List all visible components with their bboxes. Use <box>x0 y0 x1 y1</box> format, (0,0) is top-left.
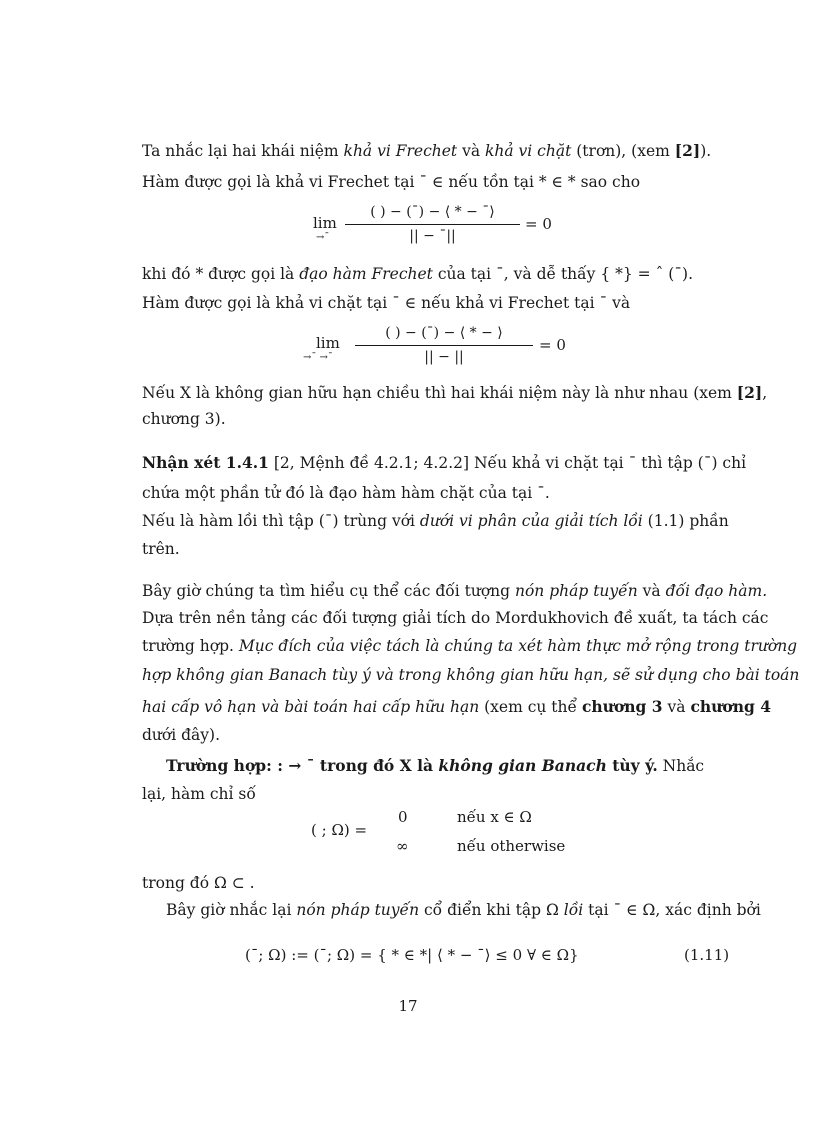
case-label: Trường hợp: <box>166 756 272 775</box>
case-value-1: 0 <box>398 808 408 826</box>
text-line: chứa một phần tử đó là đạo hàm hàm chặt của tại ¯. <box>142 484 550 502</box>
text-line: Hàm được gọi là khả vi chặt tại ¯ ∈ nếu khả vi Frechet tại ¯ và <box>142 294 631 312</box>
text-line <box>142 383 768 403</box>
emphasis: đạo hàm Frechet <box>299 265 433 283</box>
text: Bây giờ nhắc lại <box>166 901 297 919</box>
equation-rhs: = 0 <box>525 215 552 233</box>
remark-label: Nhận xét 1.4.1 <box>142 453 269 472</box>
equation-number: (1.11) <box>684 946 730 964</box>
lim-subscript: →¯ →¯ <box>303 352 333 363</box>
indicator-lhs: ( ; Ω) = <box>311 821 368 839</box>
text: khi đó * được gọi là <box>142 265 300 283</box>
fraction-denominator: || − ¯|| <box>409 228 456 244</box>
text-line: chương 3). <box>142 410 226 428</box>
text-line <box>142 511 727 531</box>
text: và <box>662 698 691 716</box>
case-condition-2: nếu otherwise <box>457 837 566 855</box>
text: Ta nhắc lại hai khái niệm <box>142 142 344 160</box>
emphasis: khả vi Frechet <box>343 142 458 160</box>
fraction-bar <box>345 224 520 225</box>
text: ). <box>700 142 712 160</box>
text: tại ¯ ∈ Ω, xác định bởi <box>583 901 761 919</box>
case-value-2: ∞ <box>396 837 409 855</box>
case-condition-1: nếu x ∈ Ω <box>457 808 532 826</box>
text: (xem cụ thể <box>479 698 582 716</box>
text-line: trên. <box>142 540 180 558</box>
emphasis: khả vi chặt <box>485 142 572 160</box>
text: , <box>762 384 768 402</box>
text: Nếu X là không gian hữu hạn chiều thì hai khái niệm này là như nhau (xem <box>142 384 737 402</box>
emphasis: hai cấp vô hạn và bài toán hai cấp hữu hạn <box>142 698 480 716</box>
text: Nhắc <box>657 757 705 775</box>
text-line <box>142 264 727 284</box>
fraction-numerator: ( ) − (¯) − ⟨ * − ¯⟩ <box>370 204 495 220</box>
emphasis: nón pháp tuyến <box>514 582 638 600</box>
remark-line <box>142 453 747 473</box>
text-line <box>166 756 727 776</box>
emphasis: nón pháp tuyến <box>296 901 420 919</box>
citation: [2] <box>674 141 701 160</box>
text: (1.1) phần <box>642 512 729 530</box>
equation-rhs: = 0 <box>539 336 566 354</box>
text: và <box>457 142 485 160</box>
fraction-numerator: ( ) − (¯) − ⟨ * − ⟩ <box>385 325 503 341</box>
text-line <box>142 141 727 161</box>
text-line <box>142 697 772 717</box>
lim-subscript: →¯ <box>316 232 330 243</box>
text-line: lại, hàm chỉ số <box>142 785 256 803</box>
text-line: Hàm được gọi là khả vi Frechet tại ¯ ∈ nếu tồn tại * ∈ * sao cho <box>142 173 641 191</box>
emphasis: đối đạo hàm. <box>665 582 768 600</box>
text: và <box>637 582 666 600</box>
lim-operator: lim <box>313 214 337 232</box>
text-line: hợp không gian Banach tùy ý và trong không gian hữu hạn, sẽ sử dụng cho bài toán <box>142 666 800 684</box>
emphasis: Mục đích của việc tách là chúng ta xét hàm thực mở rộng trong trường <box>238 637 798 655</box>
lim-operator: lim <box>316 334 340 352</box>
text-line: Dựa trên nền tảng các đối tượng giải tích do Mordukhovich đề xuất, ta tách các <box>142 609 769 627</box>
text: Bây giờ chúng ta tìm hiểu cụ thể các đối tượng <box>142 582 515 600</box>
citation: [2] <box>736 383 763 402</box>
fraction-denominator: || − || <box>424 349 464 365</box>
emphasis: không gian Banach <box>438 756 607 775</box>
text: [2, Mệnh đề 4.2.1; 4.2.2] Nếu khả vi chặt tại ¯ thì tập (¯) chỉ <box>268 454 747 472</box>
text-line: dưới đây). <box>142 726 221 744</box>
text: (trơn), (xem <box>571 142 675 160</box>
emphasis: dưới vi phân của giải tích lồi <box>419 512 643 530</box>
text: trường hợp. <box>142 637 239 655</box>
text-line <box>166 900 761 920</box>
text-line: trong đó Ω ⊂ . <box>142 874 255 892</box>
text: tùy ý. <box>606 756 658 775</box>
chapter-ref: chương 3 <box>581 697 663 716</box>
text-line <box>142 581 768 601</box>
text: : → ¯ trong đó X là <box>271 756 439 775</box>
fraction-bar <box>355 345 533 346</box>
text: cổ điển khi tập Ω <box>419 901 564 919</box>
text: Nếu là hàm lồi thì tập (¯) trùng với <box>142 512 420 530</box>
emphasis: lồi <box>563 901 584 919</box>
text: của tại ¯, và dễ thấy { *} = ˆ (¯). <box>432 265 694 283</box>
text-line <box>142 636 798 656</box>
equation-body: (¯; Ω) := (¯; Ω) = { * ∈ *| ⟨ * − ¯⟩ ≤ 0 ∀ ∈ Ω} <box>245 946 579 964</box>
page-number: 17 <box>398 997 418 1015</box>
chapter-ref: chương 4 <box>690 697 772 716</box>
